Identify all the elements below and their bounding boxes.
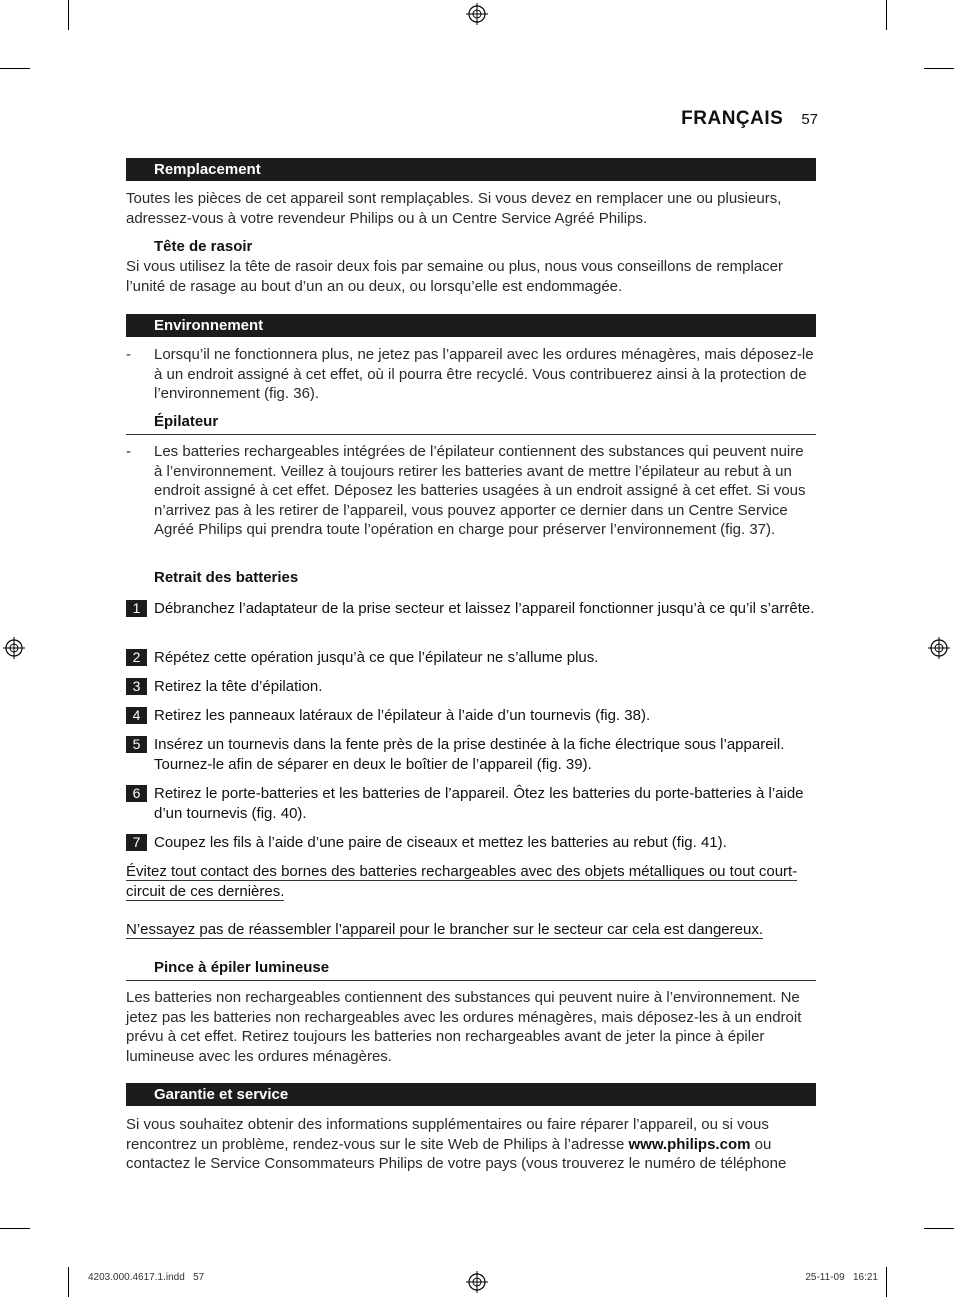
footer-date: 25-11-09 16:21 (805, 1272, 878, 1283)
step-item (126, 599, 818, 619)
step-text: Répétez cette opération jusqu’à ce que l’épilateur ne s’allume plus. (154, 649, 599, 666)
crop-mark (68, 0, 69, 30)
step-text: Insérez un tournevis dans la fente près de la prise destinée à la fiche électrique sous l’appareil. Tournez-le afin de séparer en deux le boîtier de l’appareil (fig. 39). (154, 736, 785, 773)
list-item-text: Lorsqu’il ne fonctionnera plus, ne jetez pas l’appareil avec les ordures ménagères, mais déposez-le à un endroit assigné à cet effet, où il pourra être recyclé. Vous contribuerez ainsi à la protection de l’environnement (fig. 36). (154, 346, 814, 403)
crop-mark (68, 1267, 69, 1297)
subsection-title-retrait: Retrait des batteries (154, 569, 299, 586)
dash-bullet: - (126, 346, 131, 363)
registration-mark-icon (3, 637, 25, 659)
step-item (126, 833, 818, 853)
step-text: Débranchez l’adaptateur de la prise secteur et laissez l’appareil fonctionner jusqu’à ce qu’il s’arrête. (154, 600, 815, 617)
step-number: 5 (126, 736, 147, 753)
warning-underlined: N’essayez pas de réassembler l’appareil pour le brancher sur le secteur car cela est dangereux. (126, 921, 763, 938)
subsection-rule (126, 412, 816, 435)
subsection-title-epilateur: Épilateur (154, 413, 219, 430)
step-text: Coupez les fils à l’aide d’une paire de ciseaux et mettez les batteries au rebut (fig. 41). (154, 834, 727, 851)
step-number: 7 (126, 834, 147, 851)
registration-mark-icon (466, 3, 488, 25)
step-text: Retirez les panneaux latéraux de l’épilateur à l’aide d’un tournevis (fig. 38). (154, 707, 651, 724)
step-number: 6 (126, 785, 147, 802)
step-item (126, 648, 818, 668)
step-item (126, 706, 818, 726)
step-text: Retirez le porte-batteries et les batteries de l’appareil. Ôtez les batteries du porte-batteries à l’aide d’un tournevis (fig. 40). (154, 785, 804, 822)
footer-file-name: 4203.000.4617.1.indd 57 (88, 1272, 205, 1283)
list-item-text: Les batteries rechargeables intégrées de l’épilateur contiennent des substances qui peuvent nuire à l’environnement. Veillez à toujours retirer les batteries avant de mettre l’épilateur au rebut à un endroit assigné à cet effet. Déposez les batteries usagées à un endroit assigné à cet effet. Si vous n’arrivez pas à les retirer de l’appareil, vous pouvez apporter ce dernier dans un Centre Service Agréé Philips qui prendra toute l’opération en charge pour préserver l’environnement (fig. 37). (154, 443, 806, 539)
philips-website-link[interactable]: www.philips.com (628, 1135, 751, 1153)
crop-mark (886, 0, 887, 30)
list-item (126, 442, 816, 540)
step-item (126, 784, 818, 823)
pince-text: Les batteries non rechargeables contiennent des substances qui peuvent nuire à l’environnement. Ne jetez pas les batteries non rechargeables avec les ordures ménagères, mais déposez-les à un endroit prévu à cet effet. Retirez toujours les batteries non rechargeables avant de jeter la pince à épiler lumineuse avec les ordures ménagères. (126, 989, 802, 1065)
crop-mark (0, 68, 30, 69)
subsection-title-pince: Pince à épiler lumineuse (154, 959, 330, 976)
section-title-remplacement: Remplacement (126, 158, 816, 181)
registration-mark-icon (928, 637, 950, 659)
registration-mark-icon (466, 1271, 488, 1293)
step-number: 2 (126, 649, 147, 666)
step-item (126, 677, 818, 697)
warning-text (126, 862, 816, 901)
warning-underlined: Évitez tout contact des bornes des batteries rechargeables avec des objets métalliques ou tout court-circuit de ces dernières. (126, 863, 798, 900)
step-number: 1 (126, 600, 147, 617)
step-number: 3 (126, 678, 147, 695)
crop-mark (924, 68, 954, 69)
page-number: 57 (801, 111, 818, 128)
crop-mark (924, 1228, 954, 1229)
section-title-environnement: Environnement (126, 314, 816, 337)
garantie-text-before: Si vous souhaitez obtenir des informations supplémentaires ou faire réparer l’appareil, ou si vous rencontrez un problème, rendez-vous sur le site Web de Philips à l’adresse (126, 1116, 769, 1153)
list-item (126, 345, 816, 404)
warning-text (126, 920, 816, 940)
step-item (126, 735, 818, 774)
crop-mark (886, 1267, 887, 1297)
dash-bullet: - (126, 443, 131, 460)
tete-de-rasoir-text: Si vous utilisez la tête de rasoir deux fois par semaine ou plus, nous vous conseillons de remplacer l’unité de rasage au bout d’un an ou deux, ou lorsqu’elle est endommagée. (126, 258, 784, 295)
section-title-garantie: Garantie et service (126, 1083, 816, 1106)
garantie-text (126, 1115, 816, 1174)
step-text: Retirez la tête d’épilation. (154, 678, 323, 695)
garantie-text-after: ou contactez le Service Consommateurs Philips de votre pays (vous trouverez le numéro de téléphone (126, 1135, 787, 1173)
crop-mark (0, 1228, 30, 1229)
subsection-title-tete-de-rasoir: Tête de rasoir (154, 238, 253, 255)
language-label: FRANÇAIS (681, 108, 784, 129)
step-number: 4 (126, 707, 147, 724)
page-header (681, 108, 818, 130)
remplacement-intro: Toutes les pièces de cet appareil sont remplaçables. Si vous devez en remplacer une ou plusieurs, adressez-vous à votre revendeur Philips ou à un Centre Service Agréé Philips. (126, 190, 782, 227)
